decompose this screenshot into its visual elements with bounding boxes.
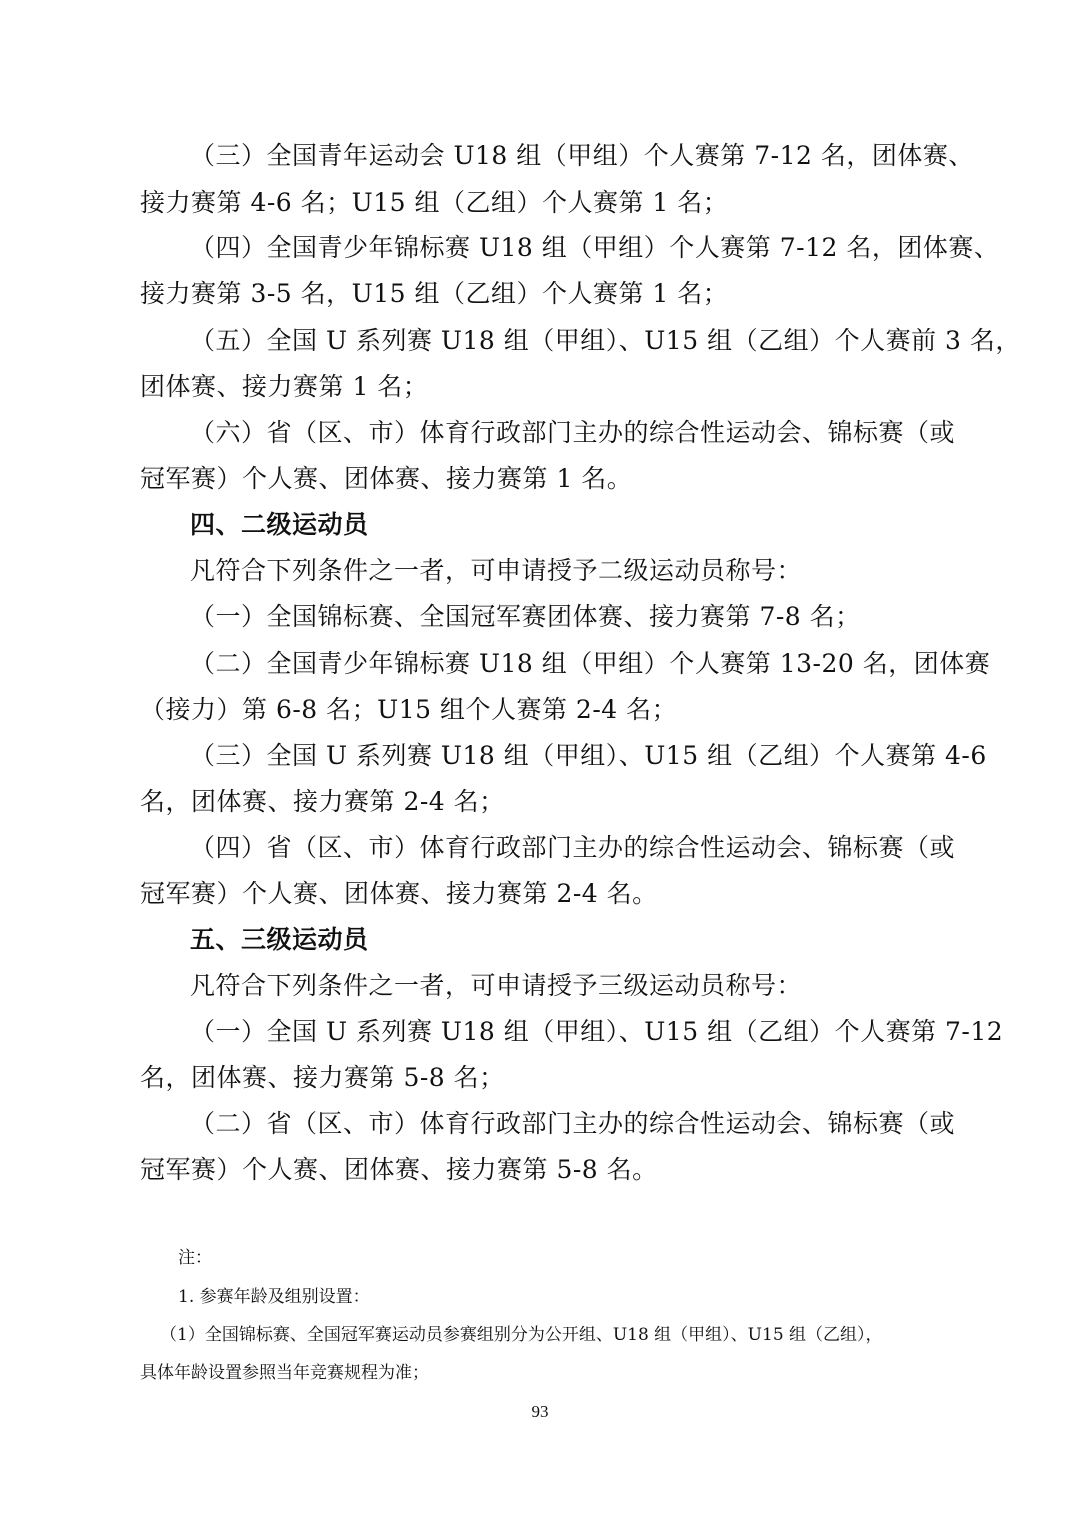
paragraph-line: （三）全国 U 系列赛 U18 组（甲组）、U15 组（乙组）个人赛第 4-6 (190, 741, 987, 770)
section-heading-level3: 五、三级运动员 (190, 925, 369, 954)
paragraph-line: 名，团体赛、接力赛第 2-4 名； (140, 787, 505, 816)
paragraph-line: （三）全国青年运动会 U18 组（甲组）个人赛第 7-12 名，团体赛、 (190, 141, 974, 170)
paragraph-line: （四）省（区、市）体育行政部门主办的综合性运动会、锦标赛（或 (190, 833, 956, 862)
paragraph-line: （一）全国 U 系列赛 U18 组（甲组）、U15 组（乙组）个人赛第 7-12 (190, 1017, 1004, 1046)
page-number: 93 (531, 1402, 549, 1421)
paragraph-line: （四）全国青少年锦标赛 U18 组（甲组）个人赛第 7-12 名，团体赛、 (190, 233, 1000, 262)
paragraph-line: 冠军赛）个人赛、团体赛、接力赛第 2-4 名。 (140, 879, 658, 908)
paragraph-line: （五）全国 U 系列赛 U18 组（甲组）、U15 组（乙组）个人赛前 3 名， (190, 326, 1021, 355)
paragraph-line: 名，团体赛、接力赛第 5-8 名； (140, 1063, 505, 1092)
note-item: （1）全国锦标赛、全国冠军赛运动员参赛组别分为公开组、U18 组（甲组）、U15 组（乙组）， (160, 1325, 883, 1345)
paragraph-line: 冠军赛）个人赛、团体赛、接力赛第 1 名。 (140, 464, 633, 493)
note-item: 1. 参赛年龄及组别设置： (178, 1287, 370, 1307)
paragraph-line: （二）省（区、市）体育行政部门主办的综合性运动会、锦标赛（或 (190, 1109, 956, 1138)
paragraph-line: 凡符合下列条件之一者，可申请授予二级运动员称号： (190, 556, 803, 585)
paragraph-line: 冠军赛）个人赛、团体赛、接力赛第 5-8 名。 (140, 1155, 658, 1184)
section-heading-level2: 四、二级运动员 (190, 510, 369, 539)
paragraph-line: 凡符合下列条件之一者，可申请授予三级运动员称号： (190, 971, 803, 1000)
paragraph-line: （接力）第 6-8 名；U15 组个人赛第 2-4 名； (140, 695, 678, 724)
paragraph-line: （六）省（区、市）体育行政部门主办的综合性运动会、锦标赛（或 (190, 418, 956, 447)
paragraph-line: 团体赛、接力赛第 1 名； (140, 372, 429, 401)
note-label: 注： (178, 1248, 212, 1268)
paragraph-line: （二）全国青少年锦标赛 U18 组（甲组）个人赛第 13-20 名，团体赛 (190, 649, 991, 678)
paragraph-line: 接力赛第 4-6 名；U15 组（乙组）个人赛第 1 名； (140, 188, 729, 217)
paragraph-line: 接力赛第 3-5 名，U15 组（乙组）个人赛第 1 名； (140, 279, 729, 308)
note-item: 具体年龄设置参照当年竞赛规程为准； (140, 1363, 429, 1383)
paragraph-line: （一）全国锦标赛、全国冠军赛团体赛、接力赛第 7-8 名； (190, 602, 861, 631)
